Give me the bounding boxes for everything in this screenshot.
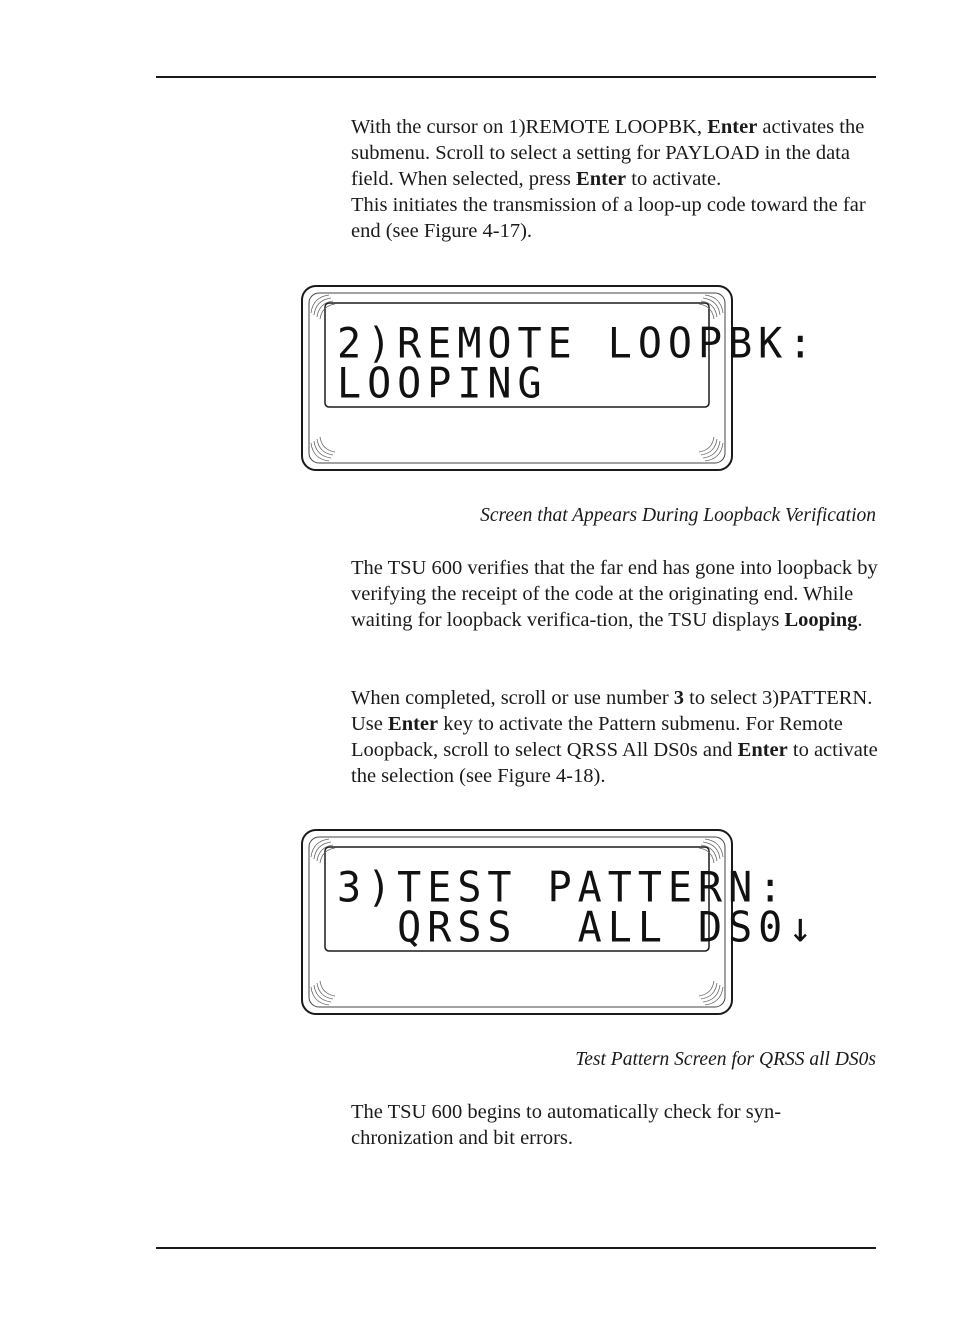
text-segment: When completed, scroll or use number	[351, 687, 674, 709]
text-segment: .	[857, 609, 863, 631]
lcd-display-test-pattern	[301, 829, 819, 1015]
paragraph-check	[351, 1099, 881, 1151]
paragraph-verification	[351, 555, 881, 633]
bold-enter: Enter	[707, 116, 758, 138]
text-segment: to select 3)PATTERN. Use	[351, 687, 873, 735]
paragraph-pattern	[351, 685, 881, 789]
lcd-line-2: LOOPING	[337, 359, 548, 409]
figure-caption: Screen that Appears During Loopback Verification	[480, 505, 876, 526]
bold-number: 3	[673, 687, 685, 709]
bold-enter: Enter	[576, 168, 627, 190]
bold-enter: Enter	[388, 713, 439, 735]
lcd-line-1: 3)TEST PATTERN:	[337, 863, 789, 913]
footer-rule	[156, 1247, 876, 1249]
bold-looping: Looping	[784, 609, 858, 631]
paragraph-remote-loopback	[351, 114, 881, 244]
figure-caption: Test Pattern Screen for QRSS all DS0s	[575, 1049, 876, 1070]
text-segment: The TSU 600 verifies that the far end has gone into loopback by verifying the receipt of the code at the originating end. While waiting for loopback verifica-tion, the TSU displays	[351, 557, 878, 631]
header-rule	[156, 76, 876, 78]
lcd-display-loopback	[301, 285, 819, 471]
text-segment: The TSU 600 begins to automatically check for syn-chronization and bit errors.	[351, 1101, 782, 1149]
text-segment: to activate the selection (see Figure 4-18).	[351, 739, 878, 787]
text-segment: activates the submenu. Scroll to select a setting for PAYLOAD in the data field. When selected, press	[351, 116, 865, 190]
bold-enter: Enter	[737, 739, 788, 761]
text-segment: This initiates the transmission of a loop-up code toward the far end (see Figure 4-17).	[351, 194, 866, 242]
text-segment: With the cursor on 1)REMOTE LOOPBK,	[351, 116, 708, 138]
lcd-line-2: QRSS ALL DS0↓	[337, 903, 819, 953]
lcd-line-1: 2)REMOTE LOOPBK:	[337, 319, 819, 369]
text-segment: key to activate the Pattern submenu. For Remote Loopback, scroll to select QRSS All DS0s and	[351, 713, 843, 761]
text-segment: to activate.	[626, 168, 722, 190]
